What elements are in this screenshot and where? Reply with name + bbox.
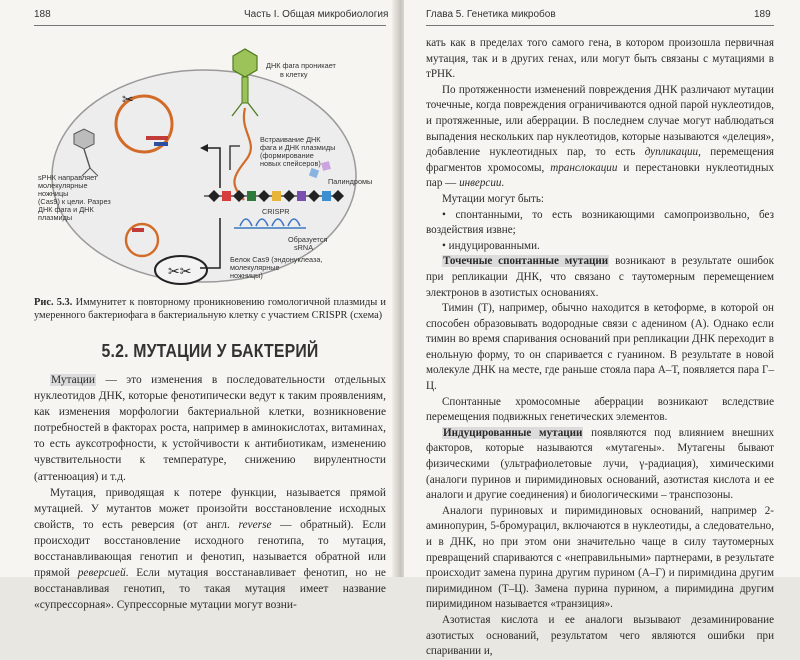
paragraph — [34, 372, 386, 485]
paragraph-text: По протяженности изменений повреждения ДНК различают мутации точечные, когда повреждения ограничиваются одной парой нуклеотидов, и протяженные, или аберрации. В последнем случае могут наблюдаться выпадения нескольких пар нуклеотидов, которые называются «делеция», добавление нуклеотидных пар, то есть — [426, 83, 774, 159]
paragraph — [34, 485, 386, 614]
scissors-icon: ✂ — [122, 93, 134, 108]
paragraph-text: , перемещения фрагментов хромосомы, — [426, 146, 775, 174]
label-srna-guides-3: ножницы — [38, 189, 69, 198]
label-srna-guides-1: sРНК направляет — [38, 173, 98, 182]
italic-text: транслокации — [550, 161, 618, 174]
figure-caption — [34, 296, 386, 323]
paragraph-text: и перестановки нуклеотидных пар — — [426, 161, 774, 190]
label-insertion-4: новых спейсеров) — [260, 159, 321, 168]
label-cas9-3: ножницы) — [230, 271, 263, 280]
section-title: 5.2. МУТАЦИИ У БАКТЕРИЙ — [101, 341, 319, 361]
paragraph-text: возникают в результате ошибок при репликации ДНК, что связано с таутомерным перемещением электронов в азотистых основаниях. — [426, 255, 774, 299]
label-srna-guides-5: ДНК фага и ДНК — [38, 205, 94, 214]
label-palindromes: Палиндромы — [328, 177, 373, 186]
label-insertion-2: фага и ДНК плазмиды — [260, 143, 336, 152]
spacer-mark — [146, 136, 168, 140]
paragraph: Азотистая кислота и ее аналоги вызывают дезаминирование азотистых оснований, результатом чего являются ошибки при спаривании и, — [426, 613, 774, 658]
paragraph — [426, 83, 774, 192]
paragraph — [426, 254, 774, 301]
label-crispr: CRISPR — [262, 207, 290, 216]
label-cas9-1: Белок Cas9 (эндонуклеаза, — [230, 255, 323, 264]
right-page — [404, 0, 800, 658]
header-rule — [34, 25, 386, 26]
italic-text: инверсии — [459, 177, 502, 190]
page-number-right: 189 — [754, 9, 771, 20]
paragraph: кать как в пределах того самого гена, в котором произошла первичная мутация, так и в других генах, или могут быть связаны с мутациями в тРНК. — [426, 37, 774, 81]
label-srna-1: Образуется — [288, 235, 328, 244]
label-phage-enters-2: в клетку — [280, 70, 308, 79]
left-body-text — [34, 372, 386, 613]
label-cas9-2: молекулярные — [230, 263, 280, 272]
term-highlight: Точечные спонтанные мутации — [443, 255, 609, 268]
label-srna-guides-4: (Cas9) к цели. Разрез — [38, 197, 111, 206]
list-item: • индуцированными. — [426, 239, 774, 255]
paragraph-text: . Если мутация восстанавливает фенотип, но не восстанавливая генотип, то такая мутация имеет название «супрессорная». Супрессорные мутации могут возни- — [34, 567, 386, 612]
list-item: • спонтанными, то есть возникающими самопроизвольно, без воздействия извне; — [426, 208, 774, 239]
paragraph: Мутации могут быть: — [442, 192, 544, 205]
running-head-right: Глава 5. Генетика микробов — [426, 9, 556, 20]
italic-text: реверсией — [77, 567, 126, 580]
paragraph: Аналоги пуриновых и пиримидиновых оснований, например 2-аминопурин, 5-бромурацил, включаются в нуклеотиды, а следовательно, и в ДНК, но при этом они значительно чаще в силу таутомерных превращений спариваются с «неправильными» партнерами, в результате происходит замена пурина другим пурином (А–Г) и пиримидина другим пиримидином (Т–Ц). Замена пурина пурином, а пиримидина другим пиримидином называется «транзиция». — [426, 504, 774, 611]
label-srna-guides-2: молекулярные — [38, 181, 88, 190]
paragraph-text: — обратный). Если происходит восстановление исходного генотипа, то мутация, восстанавливающая генотип и фенотип, называется обратной или прямой — [34, 518, 386, 580]
paragraph — [426, 426, 774, 504]
running-head-left: Часть I. Общая микробиология — [244, 9, 389, 20]
label-srna-2: sRNA — [294, 243, 314, 252]
label-srna-guides-6: плазмиды — [38, 213, 73, 222]
scissors-icon-cas9: ✂✂ — [168, 265, 192, 280]
right-body-text — [426, 36, 774, 660]
page-number-left: 188 — [34, 9, 51, 20]
caption-text: Иммунитет к повторному проникновению гомологичной плазмиды и умеренного бактериофага в бактериальную клетку с участием CRISPR (схема) — [34, 297, 386, 322]
crispr-array — [204, 190, 344, 202]
paragraph-text: Мутация, приводящая к потере функции, называется прямой мутацией. У мутантов может произойти восстановление исходных свойств, то есть реверсия (от англ. — [34, 486, 386, 531]
paragraph-text: . — [501, 177, 505, 190]
spacer-mark-blue — [154, 142, 168, 146]
left-page — [0, 0, 396, 612]
header-rule — [426, 25, 774, 26]
paragraph-text: — это изменения в последовательности отдельных нуклеотидов ДНК, которые фенотипически ведут к таким проявлениям, как изменения морфологии бактериальной клетки, возникновение потребностей в факторах роста, например в аминокислотах, витаминах, то есть ауксотрофности, к устойчивости к антибиотикам, изменению чувствительности к температуре, снижению вирулентности (аттенюация) и т.д. — [34, 374, 386, 483]
term-highlight: Индуцированные мутации — [443, 426, 583, 439]
paragraph: Тимин (Т), например, обычно находится в кетоформе, в которой он способен образовывать водородные связи с аденином (А). Однако если тимин во время спаривания оснований при репликации ДНК переходит в енольную форму, то он спаривается с гуанином. В результате в новой молекуле ДНК на месте, где раньше стояла пара А–Т, появляется пара Г–Ц. — [426, 302, 774, 393]
label-phage-enters-1: ДНК фага проникает — [266, 61, 336, 70]
italic-text: reverse — [238, 518, 272, 531]
paragraph-text: появляются под влиянием внешних факторов, которые называются «мутагены». Мутагены бывают физическими (ультрафиолетовые лучи, γ-радиация), химическими (аналоги пуринов и пиримидиновых оснований, азотистая кислота и ее аналоги и другие соединения) и биологическими – транспозоны. — [426, 426, 774, 502]
caption-prefix: Рис. 5.3. — [34, 297, 73, 308]
label-insertion-3: (формирование — [260, 151, 314, 160]
label-insertion-1: Встраивание ДНК — [260, 135, 321, 144]
crispr-figure — [34, 38, 386, 290]
term-highlight: Мутации — [51, 374, 95, 386]
mutation-type-list — [426, 208, 774, 255]
italic-text: дупликации — [644, 146, 699, 159]
paragraph: Спонтанные хромосомные аберрации возникают вследствие перемещения подвижных генетических элементов. — [426, 395, 774, 424]
